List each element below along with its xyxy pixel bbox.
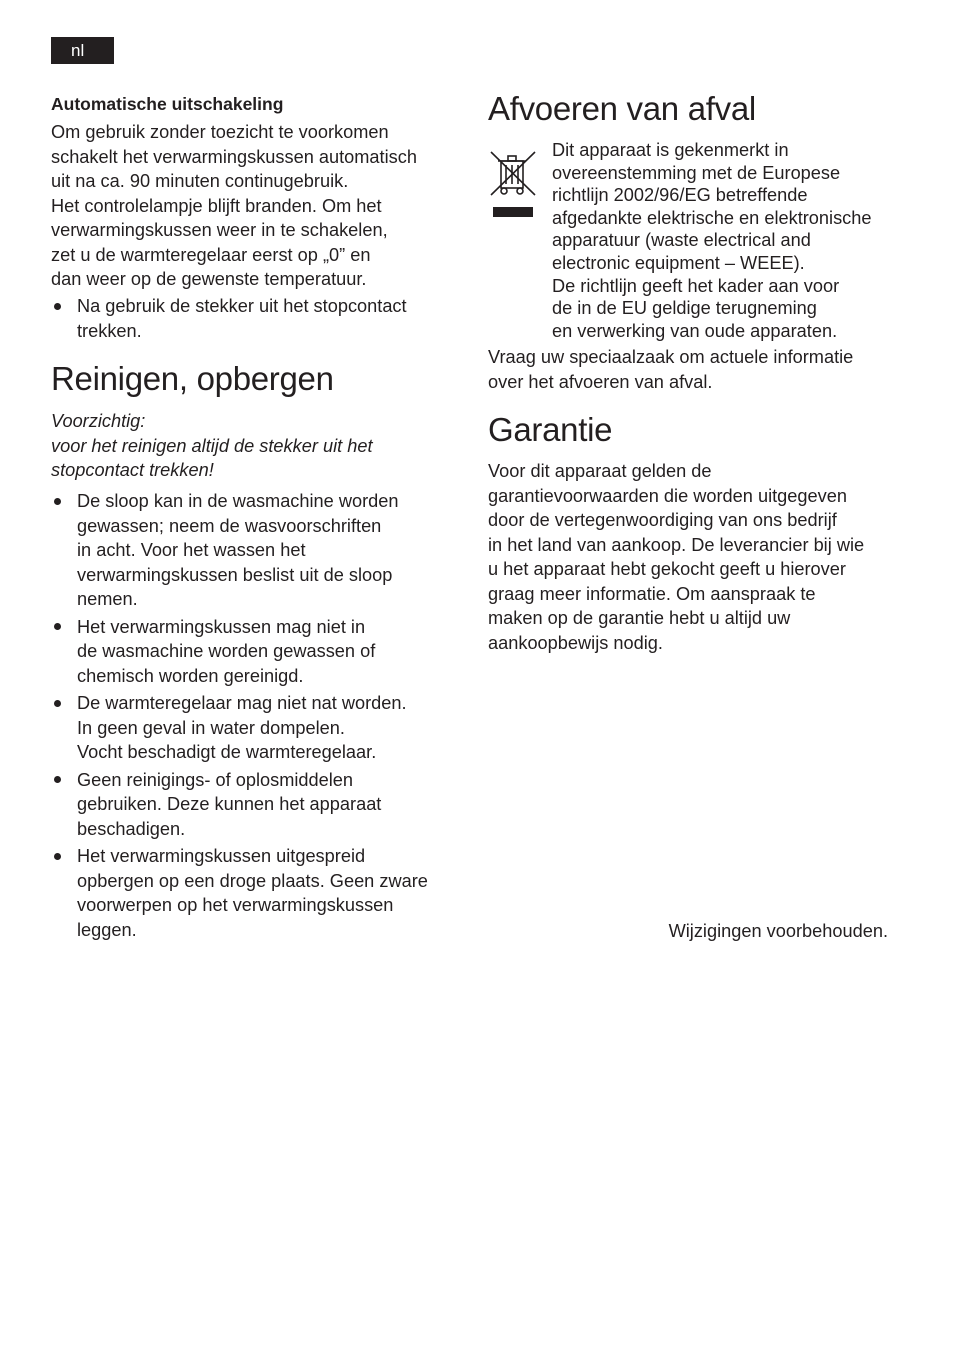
crossed-out-wheelie-bin-icon [488,149,538,221]
language-tab: nl [51,37,114,64]
text-line: Vraag uw speciaalzaak om actuele informatie [488,347,854,367]
auto-shutoff-text [51,120,417,292]
list-item: De sloop kan in de wasmachine worden gewassen; neem de wasvoorschriften in acht. Voor het wassen het verwarmingskussen beslist uit de sloop nemen. [51,489,461,612]
cleaning-bullets [51,489,461,942]
text-line: overeenstemming met de Europese [552,162,841,183]
text-line: stopcontact trekken! [51,460,214,480]
list-item: Geen reinigings- of oplosmiddelen gebruiken. Deze kunnen het apparaat beschadigen. [51,768,461,842]
text-line: verwarmingskussen weer in te schakelen, [51,220,388,240]
text-line: apparatuur (waste electrical and [552,230,811,251]
text-line: schakelt het verwarmingskussen automatisch [51,146,417,167]
list-item: Na gebruik de stekker uit het stopcontact trekken. [51,294,461,343]
caution-block [51,409,373,483]
cleaning-title: Reinigen, opbergen [51,360,334,397]
text-line: Om gebruik zonder toezicht te voorkomen [51,122,389,142]
text-line: de in de EU geldige terugneming [552,298,817,319]
footer-note: Wijzigingen voorbehouden. [668,921,888,941]
caution-label: Voorzichtig: [51,411,146,431]
text-line: electronic equipment – WEEE). [552,252,805,273]
text-line: afgedankte elektrische en elektronische [552,207,872,228]
warranty-title: Garantie [488,411,613,448]
text-line: en verwerking van oude apparaten. [552,320,838,341]
auto-shutoff-bullets [51,294,461,343]
text-line: Dit apparaat is gekenmerkt in [552,140,789,160]
text-line: graag meer informatie. Om aanspraak te [488,583,816,604]
text-line: garantievoorwaarden die worden uitgegeven [488,485,847,506]
text-line: Voor dit apparaat gelden de [488,461,712,481]
text-line: Het controlelampje blijft branden. Om het [51,195,382,216]
text-line: dan weer op de gewenste temperatuur. [51,269,367,289]
list-item: Het verwarmingskussen uitgespreid opbergen op een droge plaats. Geen zware voorwerpen op het verwarmingskussen leggen. [51,844,461,942]
text-line: u het apparaat hebt gekocht geeft u hierover [488,559,846,579]
auto-shutoff-heading: Automatische uitschakeling [51,94,284,114]
list-item: De warmteregelaar mag niet nat worden. In geen geval in water dompelen. Vocht beschadigt de warmteregelaar. [51,691,461,765]
text-line: maken op de garantie hebt u altijd uw [488,608,791,628]
text-line: uit na ca. 90 minuten continugebruik. [51,171,349,191]
text-line: zet u de warmteregelaar eerst op „0” en [51,244,371,265]
text-line: aankoopbewijs nodig. [488,632,663,653]
text-line: in het land van aankoop. De leverancier bij wie [488,534,865,555]
warranty-text [488,459,864,655]
disposal-text [488,345,853,394]
list-item: Het verwarmingskussen mag niet in de wasmachine worden gewassen of chemisch worden gereinigd. [51,615,461,689]
weee-text [552,139,912,342]
text-line: voor het reinigen altijd de stekker uit het [51,435,373,456]
text-line: over het afvoeren van afval. [488,371,713,392]
disposal-title: Afvoeren van afval [488,90,756,127]
text-line: door de vertegenwoordiging van ons bedrijf [488,510,837,530]
text-line: De richtlijn geeft het kader aan voor [552,275,840,296]
text-line: richtlijn 2002/96/EG betreffende [552,185,808,206]
